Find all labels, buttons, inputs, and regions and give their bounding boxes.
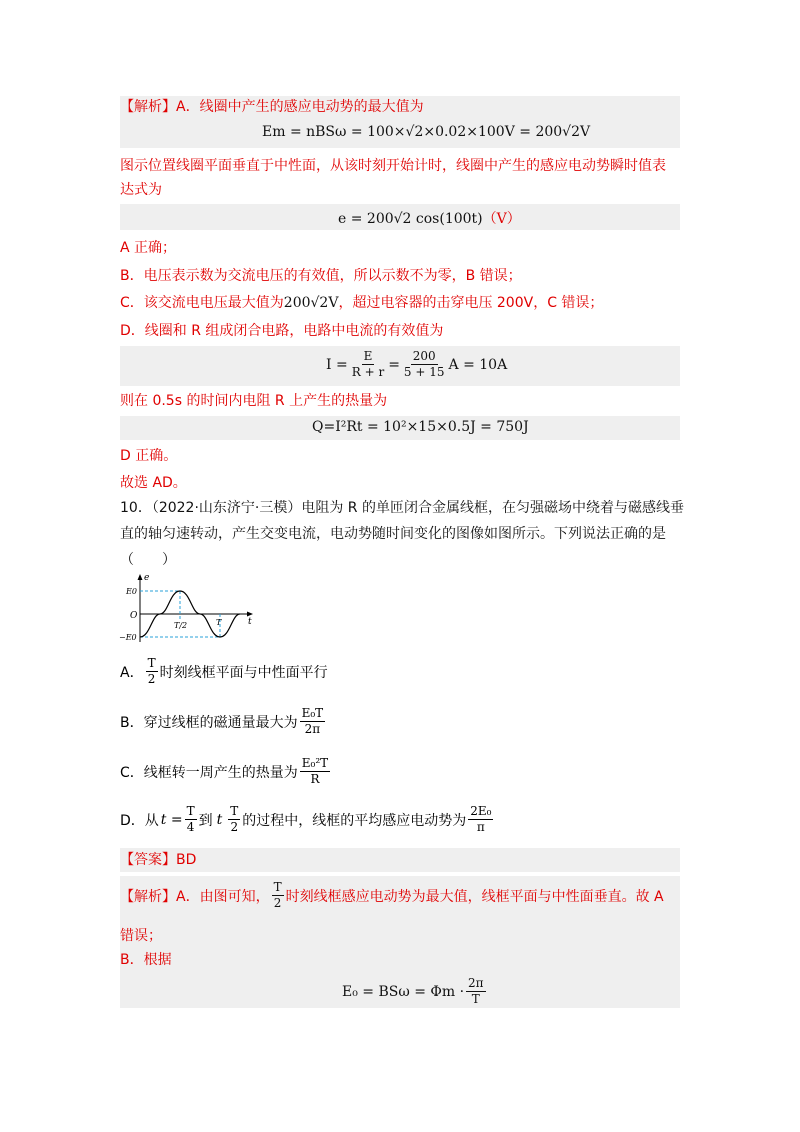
answer-line <box>120 850 196 870</box>
fraction-numerator: T <box>147 656 156 670</box>
fraction <box>146 656 158 687</box>
fraction-denominator: 2 <box>230 820 239 834</box>
x-axis-label: t <box>248 617 252 627</box>
solution-text: D．线圈和 R 组成闭合电路，电路中电流的有效值为 <box>120 323 444 339</box>
solution-text: 故选 AD。 <box>120 475 187 491</box>
equation-text: I = <box>326 356 348 373</box>
equation-instantaneous <box>338 208 521 228</box>
fraction-numerator: 2E₀ <box>470 804 492 818</box>
fraction-denominator: R <box>310 772 320 786</box>
fraction <box>466 976 486 1007</box>
analysis-tag: 【解析】 <box>120 888 176 905</box>
option-b <box>120 706 327 737</box>
inline-math: t <box>216 811 223 828</box>
analysis-tag: 【解析】 <box>120 99 176 115</box>
equation-flux <box>342 976 488 1007</box>
fraction-denominator: T <box>471 992 480 1006</box>
fraction-denominator: 5 + 15 <box>403 365 445 379</box>
solution-text: B．根据 <box>120 952 172 968</box>
solution-text: 时刻线框感应电动势为最大值，线框平面与中性面垂直。故 A <box>285 888 664 905</box>
fraction-numerator: E₀²T <box>301 756 329 770</box>
fraction-numerator: E₀T <box>301 706 324 720</box>
fraction-denominator: 4 <box>186 820 195 834</box>
fraction-denominator: R + r <box>351 365 385 379</box>
equation-emf-max: Em = nBSω = 100×√2×0.02×100V = 200√2V <box>262 124 591 140</box>
fraction-numerator: T <box>186 804 195 818</box>
highlight-band <box>120 848 680 872</box>
fraction-denominator: 2π <box>304 722 321 736</box>
fraction <box>300 756 330 787</box>
answer-value: BD <box>176 852 197 868</box>
solution-a-line <box>120 880 664 911</box>
solution-text: A．由图可知， <box>176 888 270 905</box>
solution-text <box>120 293 603 313</box>
equation-text: E₀ = BSω = Φm · <box>342 983 465 1000</box>
fraction-denominator: 2 <box>147 672 156 686</box>
e0-label: E0 <box>126 587 137 596</box>
solution-text: A．线圈中产生的感应电动势的最大值为 <box>176 99 424 115</box>
solution-text: 达式为 <box>120 182 162 198</box>
neg-e0-label: −E0 <box>119 633 137 642</box>
equation-unit: （V） <box>482 211 521 227</box>
option-text: A． <box>120 664 144 681</box>
solution-text: A 正确； <box>120 240 177 256</box>
y-axis-label: e <box>144 573 150 583</box>
option-text: 到 <box>198 812 213 829</box>
inline-math: 200√2V <box>283 295 339 311</box>
fraction <box>468 804 493 835</box>
fraction-numerator: E <box>363 349 373 363</box>
fraction <box>272 880 284 911</box>
fraction <box>185 804 197 835</box>
option-text: 的过程中，线框的平均感应电动势为 <box>242 812 467 829</box>
solution-text: 图示位置线圈平面垂直于中性面，从该时刻开始计时，线圈中产生的感应电动势瞬时值表 <box>120 158 666 174</box>
fraction <box>228 804 240 835</box>
emf-time-graph <box>118 572 258 644</box>
option-text: 时刻线框平面与中性面平行 <box>159 664 328 681</box>
equation-text: A = 10A <box>448 356 508 373</box>
y-axis-arrow <box>138 574 143 580</box>
equation-heat: Q=I²Rt = 10²×15×0.5J = 750J <box>312 419 529 435</box>
solution-text: 错误； <box>120 928 162 944</box>
option-c <box>120 756 332 787</box>
inline-math: t = <box>160 811 183 828</box>
equation-text: = <box>388 356 400 373</box>
solution-text: C．该交流电电压最大值为 <box>120 295 284 311</box>
period-label: T <box>216 618 222 627</box>
fraction-numerator: 2π <box>468 976 484 990</box>
solution-text: 则在 0.5s 的时间内电阻 R 上产生的热量为 <box>120 393 388 409</box>
equation-text: e = 200√2 cos(100t) <box>338 211 483 227</box>
half-period-label: T/2 <box>174 621 188 630</box>
question-blank: （ ） <box>120 552 176 568</box>
equation-current <box>326 349 507 380</box>
solution-text: B．电压表示数为交流电压的有效值，所以示数不为零，B 错误； <box>120 268 522 284</box>
fraction <box>402 349 447 380</box>
fraction-numerator: T <box>230 804 239 818</box>
solution-text: D 正确。 <box>120 448 178 464</box>
option-text: C．线框转一周产生的热量为 <box>120 764 298 781</box>
solution-text: ，超过电容器的击穿电压 200V，C 错误； <box>338 295 604 311</box>
fraction-numerator: T <box>273 880 282 894</box>
answer-tag: 【答案】 <box>120 852 176 868</box>
option-a <box>120 656 328 687</box>
question-text: 直的轴匀速转动，产生交变电流，电动势随时间变化的图像如图所示。下列说法正确的是 <box>120 526 666 542</box>
option-text: D．从 <box>120 812 159 829</box>
option-text: B．穿过线框的磁通量最大为 <box>120 714 298 731</box>
origin-label: O <box>130 611 138 621</box>
fraction <box>300 706 326 737</box>
fraction-numerator: 200 <box>412 349 436 363</box>
x-axis-arrow <box>247 612 253 617</box>
option-d <box>120 804 495 835</box>
question-text: 10．（2022·山东济宁·三模）电阻为 R 的单匝闭合金属线框，在匀强磁场中绕着与磁感线垂 <box>120 500 684 516</box>
fraction <box>350 349 386 380</box>
fraction-denominator: π <box>476 820 485 834</box>
solution-a-line <box>120 97 424 117</box>
fraction-denominator: 2 <box>273 896 282 910</box>
